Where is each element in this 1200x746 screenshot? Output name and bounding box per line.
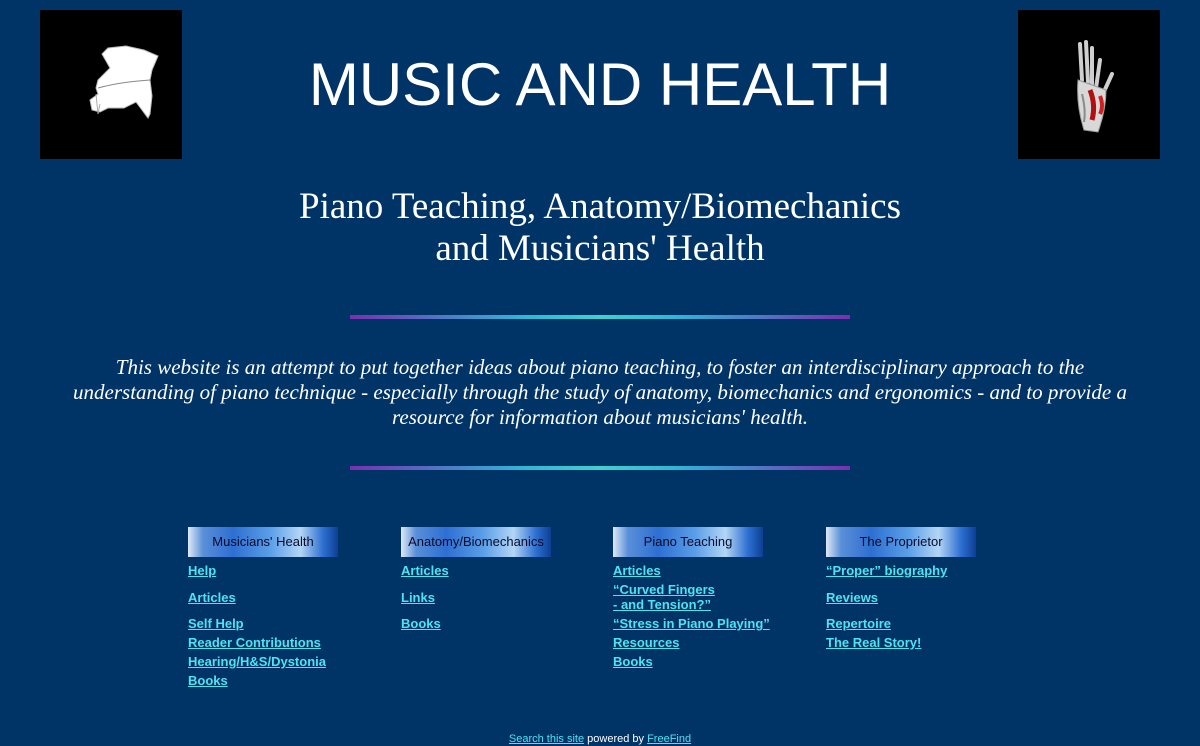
site-search-credit (0, 732, 1200, 746)
nav-column-proprietor (826, 527, 1026, 650)
link-health-books[interactable]: Books (188, 673, 228, 688)
subtitle-line-2: and Musicians' Health (435, 228, 765, 269)
link-proprietor-reviews[interactable]: Reviews (826, 590, 879, 605)
nav-column-anatomy (401, 527, 601, 631)
subtitle-line-1: Piano Teaching, Anatomy/Biomechanics (299, 186, 901, 227)
link-health-reader-contributions[interactable]: Reader Contributions (188, 635, 321, 650)
link-proprietor-repertoire[interactable]: Repertoire (826, 616, 892, 631)
link-health-hearing[interactable]: Hearing/H&S/Dystonia (188, 654, 326, 669)
link-health-help[interactable]: Help (188, 563, 217, 578)
link-piano-stress[interactable]: “Stress in Piano Playing” (613, 616, 770, 631)
column-header: Musicians' Health (188, 527, 338, 557)
column-header: Piano Teaching (613, 527, 763, 557)
intro-text: This website is an attempt to put together ideas about piano teaching, to foster an interdisciplinary approach to the understanding of piano technique - especially through the study of anatomy, biomechanics and ergonomics - and to provide a resource for information about musicians' health. (73, 355, 1127, 429)
link-anatomy-links[interactable]: Links (401, 590, 435, 605)
link-piano-articles[interactable]: Articles (613, 563, 661, 578)
link-health-self-help[interactable]: Self Help (188, 616, 244, 631)
divider-bottom (350, 466, 850, 470)
link-piano-curved-fingers-line1: “Curved Fingers (613, 582, 715, 597)
link-piano-curved-fingers[interactable] (613, 582, 813, 612)
nav-column-piano-teaching (613, 527, 813, 669)
freefind-link[interactable]: FreeFind (647, 733, 692, 745)
link-proprietor-real-story[interactable]: The Real Story! (826, 635, 922, 650)
link-anatomy-articles[interactable]: Articles (401, 563, 449, 578)
page-title: MUSIC AND HEALTH (308, 51, 892, 118)
search-site-link[interactable]: Search this site (508, 733, 585, 745)
column-header: The Proprietor (826, 527, 976, 557)
powered-by-text: powered by (584, 733, 648, 745)
link-piano-books[interactable]: Books (613, 654, 653, 669)
link-piano-curved-fingers-line2: - and Tension?” (613, 597, 711, 612)
page-subtitle (0, 186, 1200, 270)
nav-column-musicians-health (188, 527, 388, 688)
link-proprietor-biography[interactable]: “Proper” biography (826, 563, 948, 578)
column-header: Anatomy/Biomechanics (401, 527, 551, 557)
link-piano-resources[interactable]: Resources (613, 635, 680, 650)
link-health-articles[interactable]: Articles (188, 590, 236, 605)
link-anatomy-books[interactable]: Books (401, 616, 441, 631)
divider-top (350, 315, 850, 319)
